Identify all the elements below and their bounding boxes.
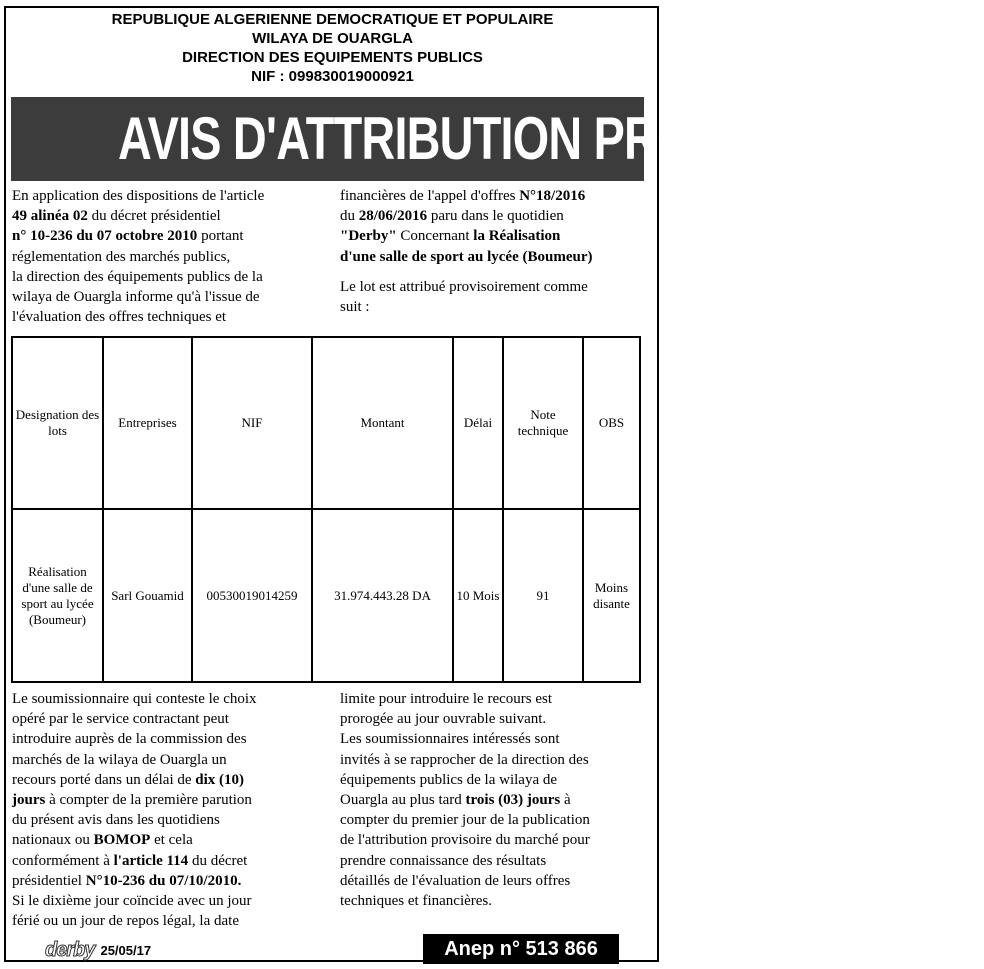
recours-right: limite pour introduire le recours est prorogée au jour ouvrable suivant. Les soumissionnaires intéressés sont invités à se rapprocher de la direction des équipements publics de la wilaya de Ouargla au plus tard trois (03) jours à compter du premier jour de la publication de l'attribution provisoire du marché pour prendre connaissance des résultats détaillés de l'évaluation de leurs offres techniques et financières. [340,691,590,910]
header-nif: NIF : 099830019000921 [251,68,414,85]
cell-delai: 10 Mois [453,509,503,682]
anep-number: Anep n° 513 866 [423,934,619,964]
header-direction: DIRECTION DES EQUIPEMENTS PUBLICS [182,49,483,66]
header-delai: Délai [453,337,503,509]
intro-left: En application des dispositions de l'article 49 alinéa 02 du décret présidentiel n° 10-236 du 07 octobre 2010 portant réglementation des marchés publics, la direction des équipements publics de la wilaya de Ouargla informe qu'à l'issue de l'évaluation des offres techniques et [12,188,265,326]
recours-left: Le soumissionnaire qui conteste le choix opéré par le service contractant peut introduire auprès de la commission des marchés de la wilaya de Ouargla un recours porté dans un délai de dix (10) jours à compter de la première parution du présent avis dans les quotidiens nationaux ou BOMOP et cela conformément à l'article 114 du décret présidentiel N°10-236 du 07/10/2010. Si le dixième jour coïncide avec un jour férié ou un jour de repos légal, la date [12,691,257,930]
header-wilaya: WILAYA DE OUARGLA [252,30,413,47]
cell-obs: Moins disante [583,509,640,682]
cell-designation: Réalisation d'une salle de sport au lycée (Boumeur) [12,509,103,682]
table-header-row [12,337,640,509]
header-note: Note technique [503,337,583,509]
table-row [12,509,640,682]
header-entreprises: Entreprises [103,337,192,509]
derby-logo: derby [45,938,95,961]
publication-date: 25/05/17 [100,942,152,958]
cell-note: 91 [503,509,583,682]
header-nif: NIF [192,337,312,509]
footer-source [45,940,151,960]
cell-montant: 31.974.443.28 DA [312,509,453,682]
header-obs: OBS [583,337,640,509]
header-montant: Montant [312,337,453,509]
header-republic: REPUBLIQUE ALGERIENNE DEMOCRATIQUE ET POPULAIRE [111,11,554,28]
header-designation: Designation des lots [12,337,103,509]
cell-entreprise: Sarl Gouamid [103,509,192,682]
page-title: AVIS D'ATTRIBUTION PROVISOIRE [11,97,644,181]
cell-nif: 00530019014259 [192,509,312,682]
intro-right: financières de l'appel d'offres N°18/2016 du 28/06/2016 paru dans le quotidien "Derby" Concernant la Réalisation d'une salle de sport au lycée (Boumeur) Le lot est attribué provisoirement comme suit : [340,188,593,316]
attribution-table [11,336,641,683]
